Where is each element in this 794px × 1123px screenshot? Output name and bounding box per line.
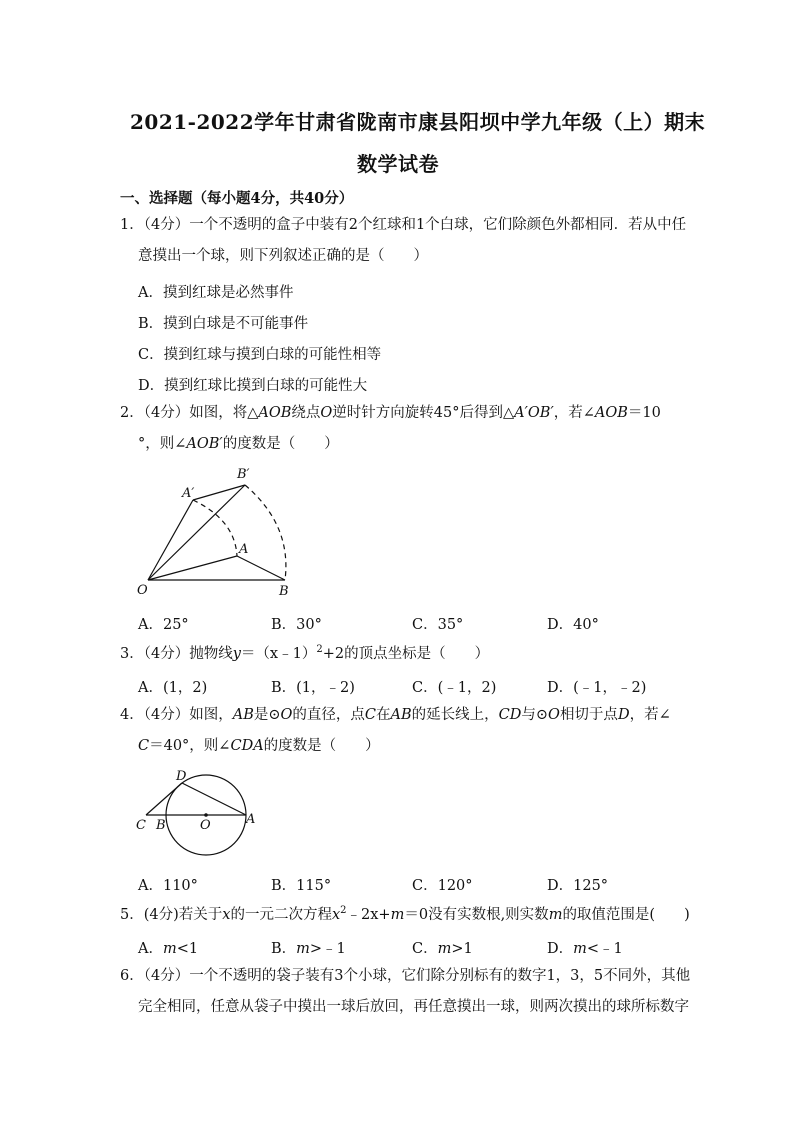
- question-4-line1: 4．（4分）如图，AB是⊙O的直径，点C在AB的延长线上，CD与⊙O相切于点D，若∠: [120, 707, 671, 723]
- question-1-option-d: D．摸到红球比摸到白球的可能性大: [138, 378, 368, 394]
- segment-cd: [146, 783, 182, 815]
- arc-bb-prime: [245, 485, 286, 580]
- arc-aa-prime: [193, 500, 237, 556]
- center-point: [204, 813, 208, 817]
- question-3-option-c: C．(﹣1，2): [412, 680, 497, 696]
- label-b: B: [156, 818, 166, 833]
- question-4-option-a: A．110°: [138, 878, 198, 894]
- paper-title-line2: 数学试卷: [357, 152, 439, 176]
- label-o: O: [137, 583, 148, 598]
- paper-title-line1: 2021-2022学年甘肃省陇南市康县阳坝中学九年级（上）期末: [130, 110, 706, 134]
- segment-ab: [237, 556, 285, 580]
- question-3-option-d: D．(﹣1，﹣2): [547, 680, 647, 696]
- question-2-option-a: A．25°: [138, 617, 189, 633]
- question-4-option-c: C．120°: [412, 878, 473, 894]
- question-1-option-c: C．摸到红球与摸到白球的可能性相等: [138, 347, 382, 363]
- section-heading: 一、选择题（每小题4分，共40分）: [120, 190, 354, 207]
- label-c: C: [136, 818, 146, 833]
- question-5-option-b: B．m>﹣1: [271, 941, 346, 957]
- question-3-text: 3．（4分）抛物线y＝（x﹣1）$^2$+2的顶点坐标是（ ）: [120, 644, 490, 662]
- question-2-option-b: B．30°: [271, 617, 322, 633]
- question-2-option-c: C．35°: [412, 617, 464, 633]
- segment-oa-prime: [148, 500, 193, 580]
- segment-oa: [148, 556, 237, 580]
- question-2-line2: °，则∠AOB′的度数是（ ）: [138, 436, 339, 452]
- question-1-line2: 意摸出一个球，则下列叙述正确的是（ ）: [138, 248, 428, 264]
- question-3-option-a: A．(1，2): [138, 680, 208, 696]
- label-a: A: [246, 812, 256, 827]
- question-6-line2: 完全相同，任意从袋子中摸出一球后放回，再任意摸出一球，则两次摸出的球所标数字: [138, 999, 689, 1015]
- label-a-prime: A′: [182, 486, 195, 501]
- question-1-line1: 1．（4分）一个不透明的盒子中装有2个红球和1个白球，它们除颜色外都相同．若从中任: [120, 217, 687, 233]
- label-b: B: [279, 584, 289, 599]
- rotation-figure: [130, 462, 310, 602]
- question-4-option-d: D．125°: [547, 878, 609, 894]
- question-4-line2: C＝40°，则∠CDA的度数是（ ）: [138, 738, 380, 754]
- question-5-text: 5．(4分)若关于x的一元二次方程$x^2﹣2x+m=0$没有实数根,则实数m的取值范围是( ): [120, 905, 690, 923]
- question-2-line1: 2．（4分）如图，将△AOB绕点O逆时针方向旋转45°后得到△A′OB′，若∠AOB＝10: [120, 405, 661, 421]
- question-5-option-d: D．m<﹣1: [547, 941, 623, 957]
- label-d: D: [176, 769, 187, 784]
- question-1-option-b: B．摸到白球是不可能事件: [138, 316, 309, 332]
- label-a: A: [239, 542, 249, 557]
- question-5-option-a: A．m<1: [138, 941, 199, 957]
- question-6-line1: 6．（4分）一个不透明的袋子装有3个小球，它们除分别标有的数字1，3，5不同外，其他: [120, 968, 691, 984]
- question-1-option-a: A．摸到红球是必然事件: [138, 285, 294, 301]
- question-5-option-c: C．m>1: [412, 941, 473, 957]
- label-b-prime: B′: [237, 467, 250, 482]
- label-o: O: [200, 818, 211, 833]
- question-2-option-d: D．40°: [547, 617, 599, 633]
- question-4-option-b: B．115°: [271, 878, 332, 894]
- question-3-option-b: B．(1，﹣2): [271, 680, 355, 696]
- segment-da: [182, 783, 246, 815]
- circle-tangent-figure: [132, 762, 262, 862]
